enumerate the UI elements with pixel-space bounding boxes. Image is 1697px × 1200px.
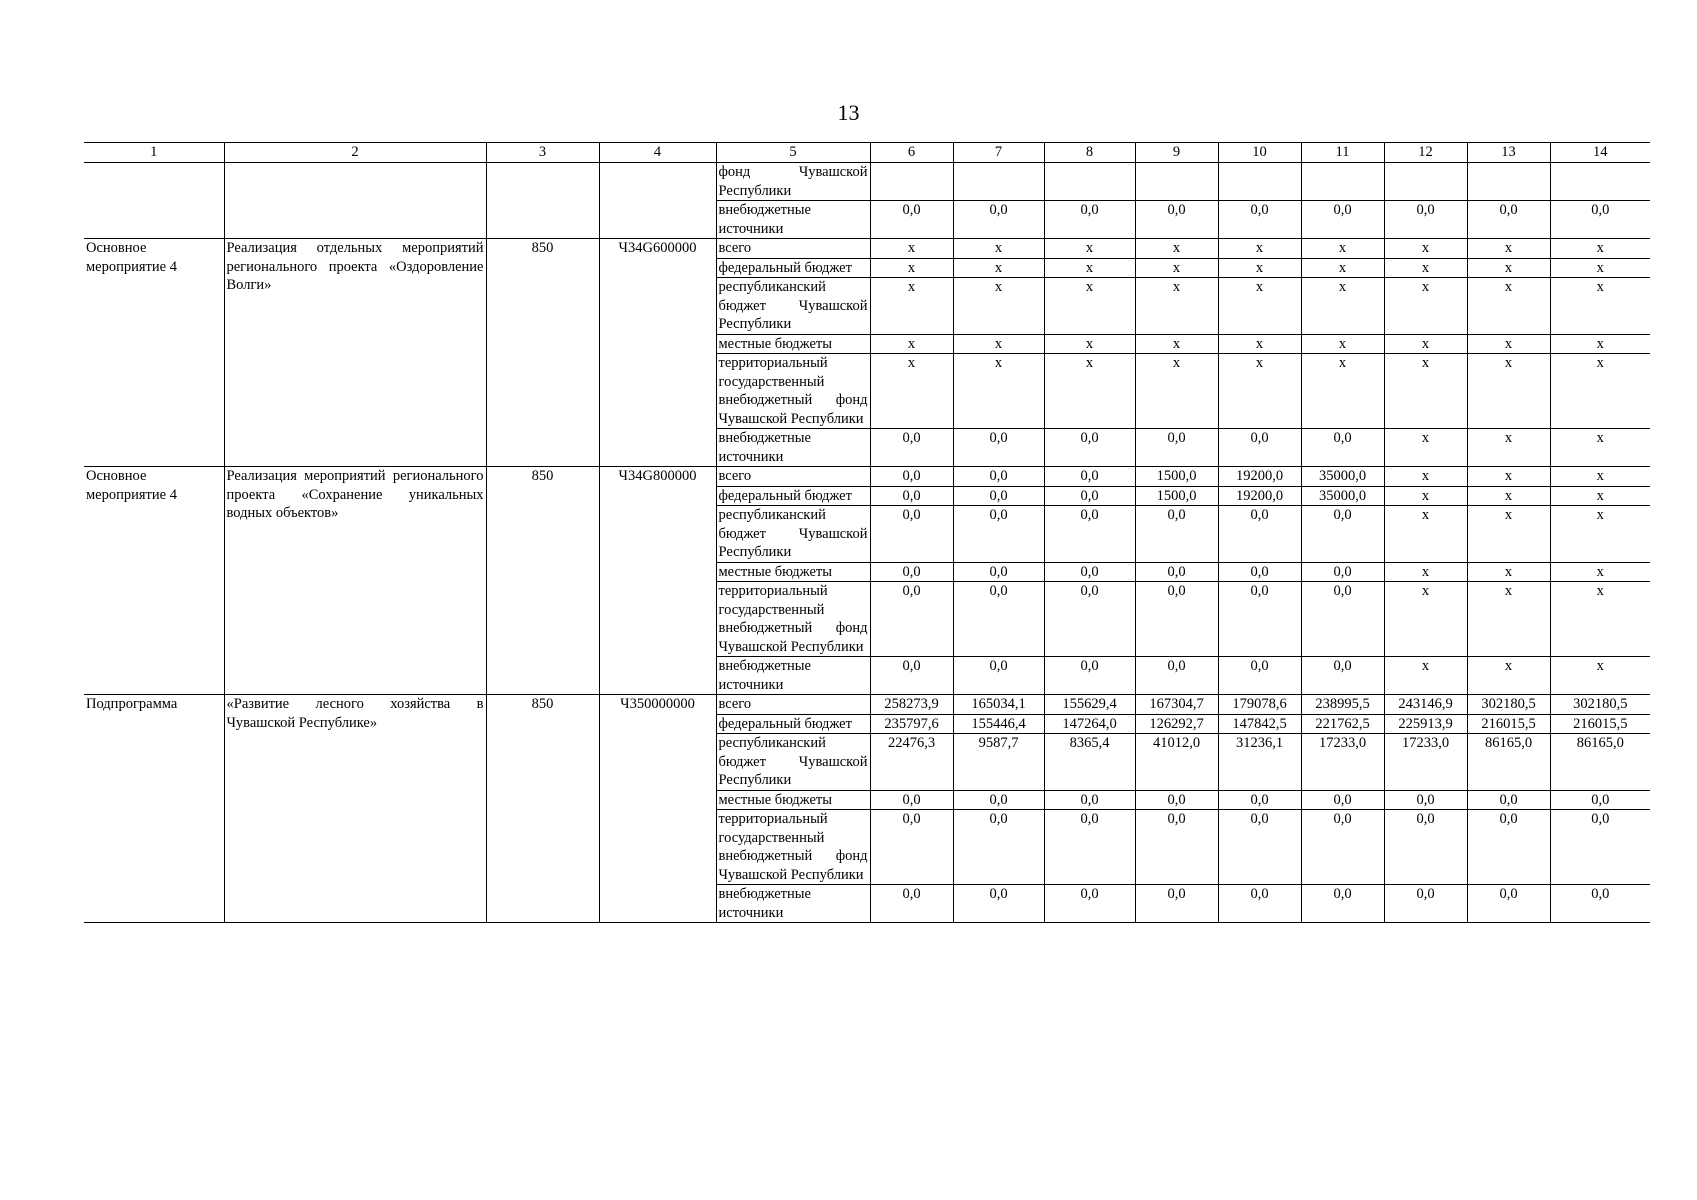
value-cell: x <box>1467 486 1550 506</box>
funding-source: местные бюджеты <box>716 790 870 810</box>
value-cell: x <box>953 334 1044 354</box>
value-cell: 179078,6 <box>1218 695 1301 715</box>
value-cell: 0,0 <box>953 885 1044 923</box>
value-cell: 35000,0 <box>1301 486 1384 506</box>
value-cell: 0,0 <box>1218 810 1301 885</box>
value-cell: 0,0 <box>1135 657 1218 695</box>
value-cell: x <box>1467 334 1550 354</box>
value-cell: x <box>1467 582 1550 657</box>
value-cell: 0,0 <box>870 657 953 695</box>
measure-code-4: Ч350000000 <box>599 695 716 923</box>
value-cell: 0,0 <box>1135 429 1218 467</box>
funding-source: республиканский бюджет Чувашской Республики <box>716 734 870 791</box>
value-cell: x <box>1467 562 1550 582</box>
value-cell: 216015,5 <box>1467 714 1550 734</box>
value-cell: 0,0 <box>1550 201 1650 239</box>
value-cell: x <box>1550 334 1650 354</box>
funding-source: федеральный бюджет <box>716 486 870 506</box>
value-cell: 0,0 <box>1384 885 1467 923</box>
value-cell: x <box>953 354 1044 429</box>
value-cell: 0,0 <box>953 582 1044 657</box>
value-cell: 0,0 <box>1218 506 1301 563</box>
value-cell: 1500,0 <box>1135 486 1218 506</box>
measure-status: Основное мероприятие 4 <box>84 239 224 467</box>
funding-source: территориальный государственный внебюджетный фонд Чувашской Республики <box>716 354 870 429</box>
value-cell: x <box>1218 278 1301 335</box>
value-cell: 0,0 <box>870 810 953 885</box>
value-cell: x <box>1550 657 1650 695</box>
value-cell: 0,0 <box>870 582 953 657</box>
value-cell: x <box>1218 239 1301 259</box>
value-cell: 0,0 <box>1218 885 1301 923</box>
continuation-code4-cell <box>599 163 716 239</box>
value-cell: 147264,0 <box>1044 714 1135 734</box>
value-cell: 221762,5 <box>1301 714 1384 734</box>
col-header: 9 <box>1135 143 1218 163</box>
value-cell <box>1301 163 1384 201</box>
value-cell: x <box>1135 239 1218 259</box>
value-cell: 0,0 <box>1550 885 1650 923</box>
budget-table <box>84 142 1650 923</box>
value-cell: x <box>1218 258 1301 278</box>
value-cell: 0,0 <box>1301 429 1384 467</box>
value-cell: 0,0 <box>1301 506 1384 563</box>
value-cell: 155629,4 <box>1044 695 1135 715</box>
value-cell <box>1550 163 1650 201</box>
value-cell: 0,0 <box>1301 582 1384 657</box>
value-cell: 0,0 <box>1044 790 1135 810</box>
value-cell: 0,0 <box>953 562 1044 582</box>
value-cell: 225913,9 <box>1384 714 1467 734</box>
value-cell: x <box>1384 657 1467 695</box>
value-cell: 126292,7 <box>1135 714 1218 734</box>
value-cell: x <box>1467 239 1550 259</box>
value-cell: x <box>1550 354 1650 429</box>
value-cell: x <box>1467 467 1550 487</box>
table-row <box>84 163 1650 201</box>
value-cell: 0,0 <box>1044 429 1135 467</box>
value-cell: x <box>1135 278 1218 335</box>
value-cell: 0,0 <box>1135 582 1218 657</box>
value-cell: 0,0 <box>953 657 1044 695</box>
value-cell: 258273,9 <box>870 695 953 715</box>
value-cell: 0,0 <box>870 885 953 923</box>
funding-source: внебюджетные источники <box>716 429 870 467</box>
value-cell: x <box>1384 486 1467 506</box>
value-cell <box>1218 163 1301 201</box>
value-cell: 19200,0 <box>1218 467 1301 487</box>
value-cell: x <box>1467 429 1550 467</box>
value-cell: x <box>1467 258 1550 278</box>
value-cell: 0,0 <box>870 467 953 487</box>
value-cell: 17233,0 <box>1301 734 1384 791</box>
table-row <box>84 467 1650 487</box>
value-cell: x <box>870 258 953 278</box>
value-cell: 0,0 <box>953 790 1044 810</box>
value-cell: 216015,5 <box>1550 714 1650 734</box>
value-cell: 35000,0 <box>1301 467 1384 487</box>
value-cell: x <box>953 239 1044 259</box>
value-cell: x <box>1384 278 1467 335</box>
value-cell: x <box>1550 506 1650 563</box>
value-cell: 0,0 <box>953 506 1044 563</box>
col-header: 12 <box>1384 143 1467 163</box>
value-cell: 0,0 <box>1550 810 1650 885</box>
value-cell: 0,0 <box>1301 657 1384 695</box>
value-cell: x <box>1384 334 1467 354</box>
value-cell: x <box>1301 354 1384 429</box>
value-cell: 0,0 <box>1218 582 1301 657</box>
value-cell: 0,0 <box>1467 201 1550 239</box>
value-cell: x <box>1550 467 1650 487</box>
value-cell: x <box>1384 429 1467 467</box>
value-cell: x <box>1384 467 1467 487</box>
funding-source: всего <box>716 467 870 487</box>
value-cell: x <box>1550 429 1650 467</box>
value-cell <box>1135 163 1218 201</box>
measure-title: Реализация мероприятий регионального проекта «Сохранение уникальных водных объектов» <box>224 467 486 695</box>
value-cell: 17233,0 <box>1384 734 1467 791</box>
col-header: 7 <box>953 143 1044 163</box>
value-cell: x <box>1301 278 1384 335</box>
value-cell: x <box>870 278 953 335</box>
value-cell: x <box>953 258 1044 278</box>
value-cell: 0,0 <box>870 790 953 810</box>
value-cell: 0,0 <box>1135 885 1218 923</box>
funding-source: фонд Чувашской Республики <box>716 163 870 201</box>
value-cell: 8365,4 <box>1044 734 1135 791</box>
value-cell: 0,0 <box>870 429 953 467</box>
value-cell: 155446,4 <box>953 714 1044 734</box>
value-cell: 0,0 <box>953 467 1044 487</box>
value-cell: 0,0 <box>1467 885 1550 923</box>
value-cell: 86165,0 <box>1467 734 1550 791</box>
value-cell: 0,0 <box>1044 885 1135 923</box>
value-cell: x <box>1135 334 1218 354</box>
value-cell: 0,0 <box>1301 201 1384 239</box>
value-cell: 0,0 <box>1218 429 1301 467</box>
value-cell: 0,0 <box>953 429 1044 467</box>
col-header: 11 <box>1301 143 1384 163</box>
measure-code-4: Ч34G800000 <box>599 467 716 695</box>
value-cell: 0,0 <box>1135 810 1218 885</box>
value-cell: x <box>1044 278 1135 335</box>
value-cell: x <box>953 278 1044 335</box>
value-cell: x <box>1384 582 1467 657</box>
funding-source: внебюджетные источники <box>716 201 870 239</box>
value-cell: x <box>870 334 953 354</box>
measure-status: Подпрограмма <box>84 695 224 923</box>
value-cell: x <box>1044 239 1135 259</box>
value-cell: x <box>1550 562 1650 582</box>
value-cell: x <box>1550 582 1650 657</box>
value-cell: 0,0 <box>953 201 1044 239</box>
col-header: 3 <box>486 143 599 163</box>
value-cell: 0,0 <box>870 562 953 582</box>
value-cell: 0,0 <box>1044 486 1135 506</box>
value-cell: 0,0 <box>870 506 953 563</box>
value-cell: x <box>1467 506 1550 563</box>
col-header: 2 <box>224 143 486 163</box>
value-cell <box>870 163 953 201</box>
value-cell: 41012,0 <box>1135 734 1218 791</box>
value-cell: 0,0 <box>1044 657 1135 695</box>
value-cell: 0,0 <box>1044 467 1135 487</box>
measure-code-3: 850 <box>486 239 599 467</box>
value-cell: x <box>1550 239 1650 259</box>
value-cell: x <box>1044 354 1135 429</box>
value-cell: x <box>1467 354 1550 429</box>
value-cell: 0,0 <box>1044 562 1135 582</box>
value-cell: 165034,1 <box>953 695 1044 715</box>
funding-source: внебюджетные источники <box>716 885 870 923</box>
value-cell: 86165,0 <box>1550 734 1650 791</box>
continuation-code3-cell <box>486 163 599 239</box>
measure-title: Реализация отдельных мероприятий регионального проекта «Оздоровление Волги» <box>224 239 486 467</box>
value-cell: x <box>1467 278 1550 335</box>
col-header: 5 <box>716 143 870 163</box>
value-cell: 0,0 <box>1218 562 1301 582</box>
value-cell: 0,0 <box>1467 810 1550 885</box>
value-cell: x <box>1467 657 1550 695</box>
value-cell: 0,0 <box>1384 790 1467 810</box>
measure-code-3: 850 <box>486 467 599 695</box>
value-cell: 0,0 <box>1301 810 1384 885</box>
measure-title: «Развитие лесного хозяйства в Чувашской Республике» <box>224 695 486 923</box>
value-cell: 9587,7 <box>953 734 1044 791</box>
value-cell: 0,0 <box>1135 506 1218 563</box>
value-cell <box>1467 163 1550 201</box>
value-cell: 302180,5 <box>1550 695 1650 715</box>
value-cell: 0,0 <box>1218 657 1301 695</box>
table-row <box>84 239 1650 259</box>
value-cell: 0,0 <box>1301 885 1384 923</box>
value-cell: 0,0 <box>953 810 1044 885</box>
value-cell: 0,0 <box>1550 790 1650 810</box>
value-cell: 167304,7 <box>1135 695 1218 715</box>
value-cell: x <box>1384 239 1467 259</box>
table-body <box>84 163 1650 923</box>
value-cell <box>953 163 1044 201</box>
value-cell: x <box>1550 278 1650 335</box>
value-cell: 235797,6 <box>870 714 953 734</box>
value-cell: 0,0 <box>1218 201 1301 239</box>
header-row <box>84 143 1650 163</box>
value-cell: 0,0 <box>1218 790 1301 810</box>
funding-source: федеральный бюджет <box>716 714 870 734</box>
col-header: 6 <box>870 143 953 163</box>
value-cell: 302180,5 <box>1467 695 1550 715</box>
value-cell: x <box>1044 334 1135 354</box>
page-number: 13 <box>837 100 860 125</box>
value-cell: 0,0 <box>1301 790 1384 810</box>
col-header: 10 <box>1218 143 1301 163</box>
continuation-title-cell <box>224 163 486 239</box>
value-cell: 0,0 <box>1044 810 1135 885</box>
value-cell: x <box>870 239 953 259</box>
measure-code-4: Ч34G600000 <box>599 239 716 467</box>
value-cell: x <box>1550 258 1650 278</box>
value-cell: 0,0 <box>1467 790 1550 810</box>
value-cell: 0,0 <box>1135 201 1218 239</box>
value-cell: x <box>1044 258 1135 278</box>
col-header: 14 <box>1550 143 1650 163</box>
value-cell: 0,0 <box>1384 810 1467 885</box>
value-cell: 0,0 <box>870 201 953 239</box>
funding-source: местные бюджеты <box>716 334 870 354</box>
funding-source: внебюджетные источники <box>716 657 870 695</box>
measure-code-3: 850 <box>486 695 599 923</box>
funding-source: всего <box>716 239 870 259</box>
value-cell: 0,0 <box>1135 562 1218 582</box>
value-cell: 0,0 <box>953 486 1044 506</box>
value-cell: 1500,0 <box>1135 467 1218 487</box>
measure-status: Основное мероприятие 4 <box>84 467 224 695</box>
funding-source: всего <box>716 695 870 715</box>
value-cell: 147842,5 <box>1218 714 1301 734</box>
value-cell: 243146,9 <box>1384 695 1467 715</box>
value-cell: 19200,0 <box>1218 486 1301 506</box>
funding-source: республиканский бюджет Чувашской Республики <box>716 506 870 563</box>
value-cell: x <box>1384 562 1467 582</box>
value-cell: x <box>1301 239 1384 259</box>
table-row <box>84 695 1650 715</box>
value-cell: x <box>1301 258 1384 278</box>
col-header: 1 <box>84 143 224 163</box>
value-cell <box>1044 163 1135 201</box>
value-cell: 22476,3 <box>870 734 953 791</box>
value-cell: 0,0 <box>1044 506 1135 563</box>
value-cell: x <box>1384 354 1467 429</box>
funding-source: федеральный бюджет <box>716 258 870 278</box>
value-cell: x <box>1384 258 1467 278</box>
funding-source: территориальный государственный внебюджетный фонд Чувашской Республики <box>716 810 870 885</box>
value-cell: 0,0 <box>1301 562 1384 582</box>
value-cell: x <box>1301 334 1384 354</box>
value-cell: 0,0 <box>870 486 953 506</box>
value-cell: x <box>1550 486 1650 506</box>
value-cell: 0,0 <box>1384 201 1467 239</box>
value-cell: 31236,1 <box>1218 734 1301 791</box>
col-header: 4 <box>599 143 716 163</box>
funding-source: территориальный государственный внебюджетный фонд Чувашской Республики <box>716 582 870 657</box>
value-cell: x <box>1218 354 1301 429</box>
value-cell: 0,0 <box>1135 790 1218 810</box>
funding-source: местные бюджеты <box>716 562 870 582</box>
value-cell: x <box>870 354 953 429</box>
value-cell: x <box>1218 334 1301 354</box>
funding-source: республиканский бюджет Чувашской Республики <box>716 278 870 335</box>
value-cell: 238995,5 <box>1301 695 1384 715</box>
value-cell: x <box>1135 258 1218 278</box>
value-cell: 0,0 <box>1044 201 1135 239</box>
value-cell: x <box>1384 506 1467 563</box>
continuation-status-cell <box>84 163 224 239</box>
value-cell: 0,0 <box>1044 582 1135 657</box>
col-header: 8 <box>1044 143 1135 163</box>
value-cell <box>1384 163 1467 201</box>
col-header: 13 <box>1467 143 1550 163</box>
value-cell: x <box>1135 354 1218 429</box>
